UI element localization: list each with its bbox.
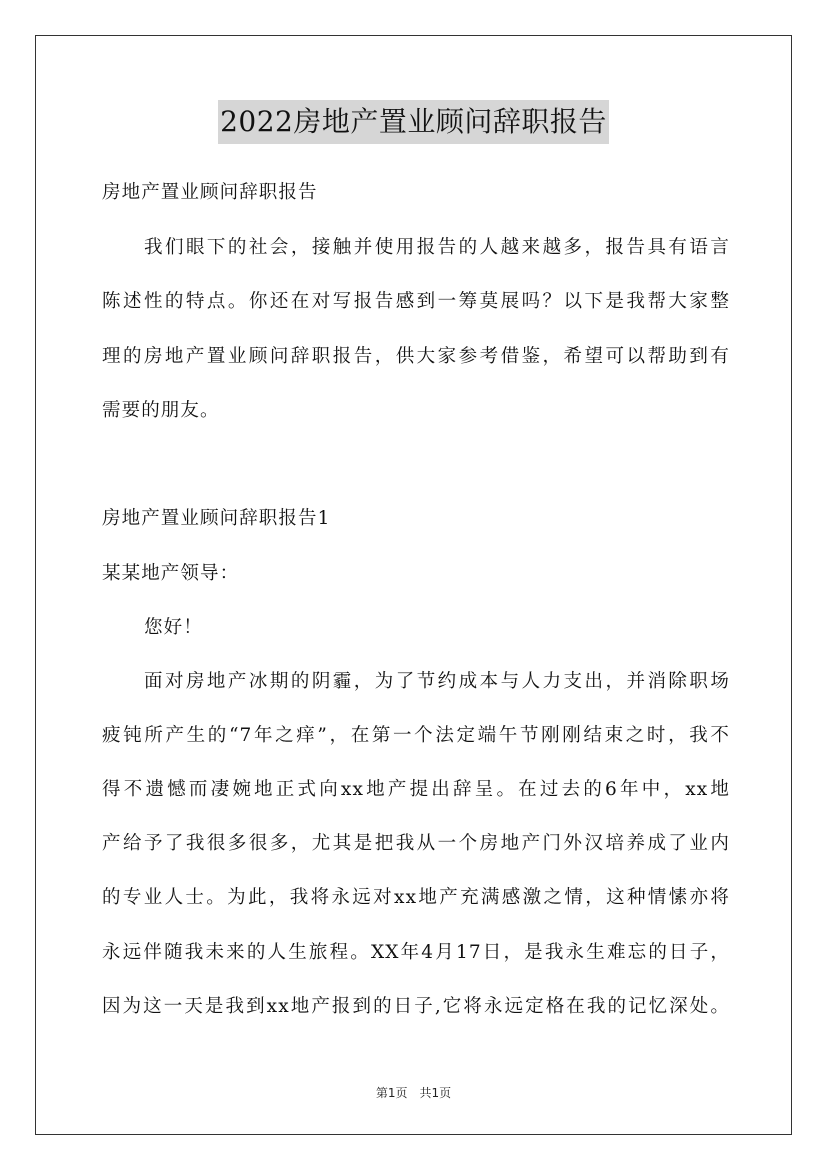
document-title: 2022房地产置业顾问辞职报告: [218, 100, 609, 144]
intro-line-3: 理的房地产置业顾问辞职报告，供大家参考借鉴，希望可以帮助到有: [102, 346, 730, 367]
page-footer: 第1页 共1页: [375, 1086, 452, 1100]
body-line-4: 产给予了我很多很多，尤其是把我从一个房地产门外汉培养成了业内: [102, 833, 730, 854]
greeting: 您好！: [144, 617, 203, 638]
body-line-7: 因为这一天是我到xx地产报到的日子,它将永远定格在我的记忆深处。: [102, 996, 730, 1017]
intro-line-2: 陈述性的特点。你还在对写报告感到一筹莫展吗？以下是我帮大家整: [102, 291, 730, 312]
body-line-5: 的专业人士。为此，我将永远对xx地产充满感激之情，这种情愫亦将: [102, 887, 730, 908]
body-line-6: 永远伴随我未来的人生旅程。XX年4月17日，是我永生难忘的日子，: [102, 942, 730, 963]
section-title: 房地产置业顾问辞职报告1: [102, 508, 331, 529]
intro-line-1: 我们眼下的社会，接触并使用报告的人越来越多，报告具有语言: [144, 237, 730, 258]
intro-line-4: 需要的朋友。: [102, 400, 220, 421]
body-line-3: 得不遗憾而凄婉地正式向xx地产提出辞呈。在过去的6年中，xx地: [102, 779, 730, 800]
document-subtitle: 房地产置业顾问辞职报告: [102, 182, 318, 203]
body-line-1: 面对房地产冰期的阴霾，为了节约成本与人力支出，并消除职场: [144, 671, 730, 692]
title-wrap: [0, 100, 827, 144]
salutation: 某某地产领导：: [102, 563, 240, 584]
body-line-2: 疲钝所产生的“7年之痒”，在第一个法定端午节刚刚结束之时，我不: [102, 725, 730, 746]
